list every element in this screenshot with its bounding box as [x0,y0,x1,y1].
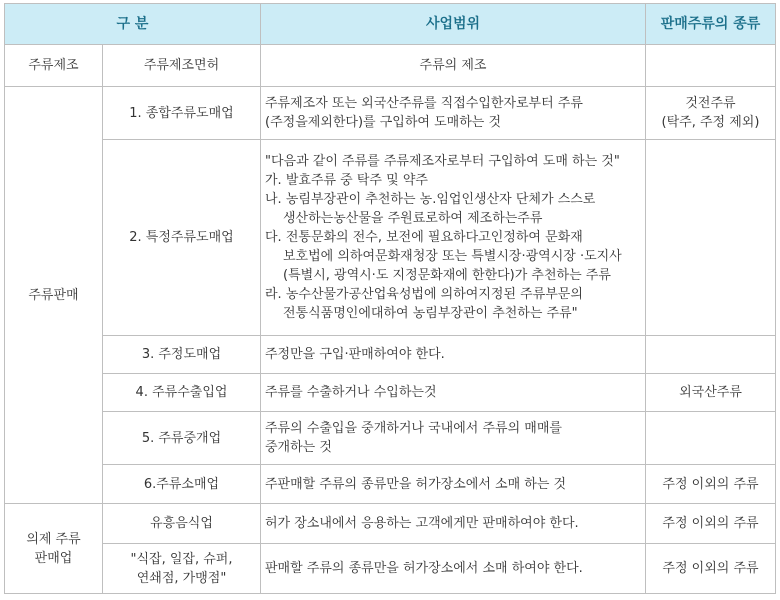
scope-line: 라. 농수산물가공산업육성법에 의하여지정된 주류부문의 [265,287,583,302]
scope-line: 다. 전통문화의 전수, 보전에 필요하다고인정하여 문화재 [265,230,583,245]
business-name: 3. 주정도매업 [103,336,261,374]
business-scope [261,87,646,140]
liquor-type-empty [646,140,776,336]
scope-line: 나. 농림부장관이 추천하는 농.임업인생산자 단체가 스스로 [265,192,596,207]
liquor-type: 주정 이외의 주류 [646,544,776,594]
business-name: 2. 특정주류도매업 [103,140,261,336]
business-scope: 주정만을 구입·판매하여야 한다. [261,336,646,374]
table-row [5,504,776,544]
business-scope: 주판매할 주류의 종류만을 허가장소에서 소매 하는 것 [261,465,646,504]
liquor-type-empty [646,412,776,465]
liquor-type: 외국산주류 [646,374,776,412]
liquor-type: 주정 이외의 주류 [646,465,776,504]
scope-line: "다음과 같이 주류를 주류제조자로부터 구입하여 도매 하는 것" [265,154,620,169]
table-row [5,336,776,374]
name-line: "식잡, 일잡, 슈퍼, [130,551,233,567]
business-name: 6.주류소매업 [103,465,261,504]
liquor-business-table [4,3,776,594]
header-liquor-type: 판매주류의 종류 [646,4,776,45]
business-name: 5. 주류중개업 [103,412,261,465]
business-scope [261,412,646,465]
business-scope: 주류의 제조 [261,45,646,87]
table-row [5,87,776,140]
scope-line: 주류의 수출입을 중개하거나 국내에서 주류의 매매를 [265,421,562,436]
table-row [5,412,776,465]
group-line: 의제 주류 [26,531,81,547]
business-scope: 허가 장소내에서 응용하는 고객에게만 판매하여야 한다. [261,504,646,544]
business-name: 주류제조면허 [103,45,261,87]
liquor-type-empty [646,336,776,374]
scope-line: (주정을제외한다)를 구입하여 도매하는 것 [265,115,502,130]
table-row [5,465,776,504]
table-row [5,140,776,336]
scope-line: 주류제조자 또는 외국산주류를 직접수입한자로부터 주류 [265,96,583,111]
business-scope: 주류를 수출하거나 수입하는것 [261,374,646,412]
business-name: 1. 종합주류도매업 [103,87,261,140]
scope-line: 가. 발효주류 중 탁주 및 약주 [265,173,428,188]
scope-line: 중개하는 것 [265,440,332,455]
business-name: 4. 주류수출입업 [103,374,261,412]
scope-line: 보호법에 의하여문화재청장 또는 특별시장·광역시장 ·도지사 [283,249,622,264]
header-category: 구 분 [5,4,261,45]
type-line: 것전주류 [685,96,736,111]
name-line: 연쇄점, 가맹점" [136,570,227,586]
table-row [5,45,776,87]
liquor-type: 주정 이외의 주류 [646,504,776,544]
table-row [5,544,776,594]
scope-line: 생산하는농산물을 주원료로하여 제조하는주류 [283,211,543,226]
type-line: (탁주, 주정 제외) [661,115,760,130]
header-row [5,4,776,45]
business-scope: 판매할 주류의 종류만을 허가장소에서 소매 하여야 한다. [261,544,646,594]
scope-line: 전통식품명인에대하여 농림부장관이 추천하는 주류" [283,306,578,321]
table-row [5,374,776,412]
liquor-type [646,87,776,140]
scope-line: (특별시, 광역시·도 지정문화재에 한한다)가 추천하는 주류 [283,268,611,283]
business-name: 유흥음식업 [103,504,261,544]
liquor-type-empty [646,45,776,87]
group-sales: 주류판매 [5,87,103,504]
business-name [103,544,261,594]
group-line: 판매업 [34,550,73,566]
group-manufacture: 주류제조 [5,45,103,87]
header-scope: 사업범위 [261,4,646,45]
group-deemed-sales [5,504,103,594]
business-scope [261,140,646,336]
